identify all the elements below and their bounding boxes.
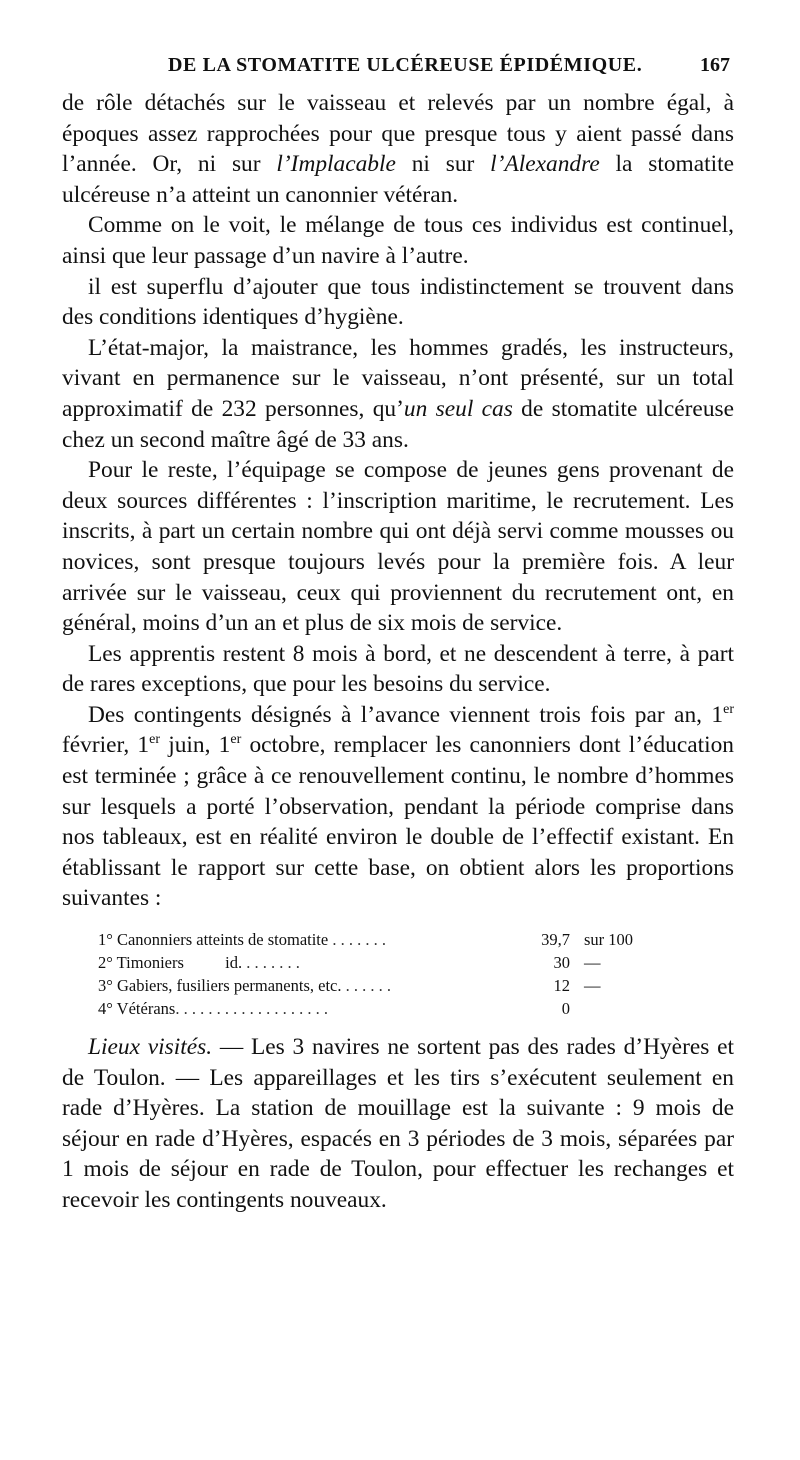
proportions-table [98,928,698,1020]
table-row: 1° Canonniers atteints de stomatite . . . . . . . 39,7 sur 100 [98,928,698,951]
section-lead-lieux-visites: Lieux visités. [88,1034,213,1061]
paragraph-5: Pour le reste, l’équipage se compose de jeunes gens provenant de deux sources différentes : l’inscription maritime, le recrutement. Les inscrits, à part un certain nombre qui ont déjà servi comme mousses ou novices, sont presque toujours levés pour la première fois. A leur arrivée sur le vaisseau, ceux qui proviennent du recrutement ont, en général, moins d’un an et plus de six mois de service. [62,457,734,637]
page-header [0,54,800,86]
table-row: 2° Timoniers id. . . . . . . . 30 — [98,951,698,974]
paragraph-6: Les apprentis restent 8 mois à bord, et ne descendent à terre, à part de rares exceptions, que pour les besoins du service. [62,640,734,698]
row-label: 4° Vétérans [98,999,176,1019]
paragraph-8: Lieux visités. — Les 3 navires ne sortent pas des rades d’Hyères et de Toulon. — Les appareillages et les tirs s’exécutent seulement en rade d’Hyères. La station de mouillage est la suivante : 9 mois de séjour en rade d’Hyères, espacés en 3 périodes de 3 mois, séparées par 1 mois de séjour en rade de Toulon, pour effectuer les rechanges et recevoir les contingents nouveaux. [62,1034,734,1213]
emphasis-seul-cas: un seul cas [403,395,513,422]
row-label: 3° Gabiers, fusiliers permanents, etc. [98,976,342,996]
table-row: 3° Gabiers, fusiliers permanents, etc. . . . . . . 12 — [98,974,698,997]
row-unit: — [584,953,601,973]
row-label: 2° Timoniers id. [98,953,243,973]
running-title: DE LA STOMATITE ULCÉREUSE ÉPIDÉMIQUE. [168,54,643,76]
row-unit: sur 100 [584,930,634,950]
paragraph-2: Comme on le voit, le mélange de tous ces individus est continuel, ainsi que leur passage d’un navire à l’autre. [62,212,734,269]
row-unit [570,997,694,1020]
paragraph-4: L’état-major, la maistrance, les hommes gradés, les instructeurs, vivant en permanence sur le vaisseau, n’ont présenté, sur un total approximatif de 232 personnes, qu’un seul cas de stomatite ulcéreuse chez un second maître âgé de 33 ans. [62,334,734,453]
body-text [62,88,734,1216]
row-unit: — [584,976,601,996]
row-label: 1° Canonniers atteints de stomatite [98,930,329,950]
paragraph-1: de rôle détachés sur le vaisseau et relevés par un nombre égal, à époques assez rapprochées pour que presque tous y aient passé dans l’année. Or, ni sur l’Implacable ni sur l’Alexandre la stomatite ulcéreuse n’a atteint un canonnier vétéran. [62,90,735,208]
row-value: 0 [561,999,570,1019]
row-value: 39,7 [541,930,570,950]
page-number: 167 [700,54,730,76]
paragraph-7: Des contingents désignés à l’avance viennent trois fois par an, 1er février, 1er juin, 1er octobre, remplacer les canonniers dont l’éducation est terminée ; grâce à ce renouvellement continu, le nombre d’hommes sur lesquels a porté l’observation, pendant la période comprise dans nos tableaux, est en réalité environ le double de l’effectif existant. En établissant le rapport sur cette base, on obtient alors les proportions suivantes : [62,701,734,912]
paragraph-3: il est superflu d’ajouter que tous indistinctement se trouvent dans des conditions identiques d’hygiène. [62,273,734,331]
row-value: 30 [553,953,570,973]
row-value: 12 [553,976,570,996]
ship-name-alexandre: l’Alexandre [490,151,600,178]
ship-name-implacable: l’Implacable [276,151,396,178]
table-row: 4° Vétérans. . . . . . . . . . . . . . . . . . . 0 [98,997,698,1020]
